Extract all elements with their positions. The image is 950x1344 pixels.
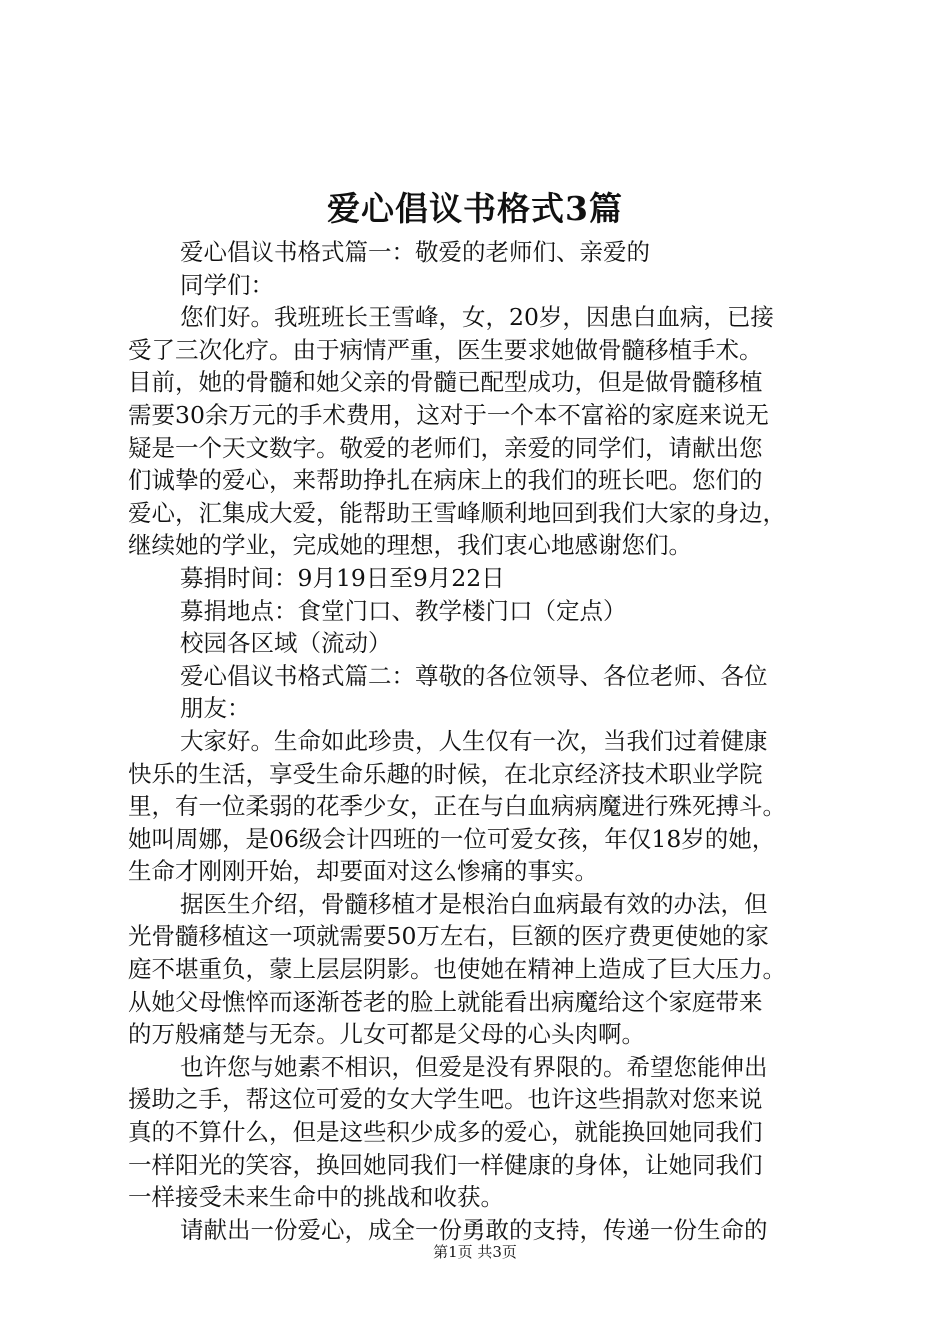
text-line: 募捐地点：食堂门口、教学楼门口（定点）	[180, 596, 627, 625]
text-line: 疑是一个天文数字。敬爱的老师们，亲爱的同学们，请献出您	[128, 433, 763, 462]
text-line: 一样阳光的笑容，换回她同我们一样健康的身体，让她同我们	[128, 1150, 763, 1179]
text-line: 从她父母憔悴而逐渐苍老的脸上就能看出病魔给这个家庭带来	[128, 987, 763, 1016]
text-line: 据医生介绍，骨髓移植才是根治白血病最有效的办法，但	[180, 889, 768, 918]
text-line: 爱心，汇集成大爱，能帮助王雪峰顺利地回到我们大家的身边，	[128, 498, 786, 527]
page-footer: 第1页 共3页	[433, 1243, 517, 1261]
text-line: 的万般痛楚与无奈。儿女可都是父母的心头肉啊。	[128, 1020, 645, 1049]
text-line: 目前，她的骨髓和她父亲的骨髓已配型成功，但是做骨髓移植	[128, 368, 763, 397]
text-line: 爱心倡议书格式篇二：尊敬的各位领导、各位老师、各位	[180, 661, 768, 690]
text-line: 也许您与她素不相识，但爱是没有界限的。希望您能伸出	[180, 1052, 768, 1081]
text-line: 爱心倡议书格式篇一：敬爱的老师们、亲爱的	[180, 238, 650, 266]
text-line: 校园各区域（流动）	[180, 629, 392, 658]
text-line: 光骨髓移植这一项就需要50万左右，巨额的医疗费更使她的家	[128, 922, 769, 951]
text-line: 们诚挚的爱心，来帮助挣扎在病床上的我们的班长吧。您们的	[128, 466, 763, 495]
text-line: 她叫周娜，是06级会计四班的一位可爱女孩，年仅18岁的她，	[128, 824, 776, 853]
text-line: 一样接受未来生命中的挑战和收获。	[128, 1183, 504, 1212]
text-line: 请献出一份爱心，成全一份勇敢的支持，传递一份生命的	[180, 1215, 768, 1244]
text-line: 受了三次化疗。由于病情严重，医生要求她做骨髓移植手术。	[128, 335, 763, 364]
text-line: 募捐时间：9月19日至9月22日	[180, 563, 505, 592]
text-line: 援助之手，帮这位可爱的女大学生吧。也许这些捐款对您来说	[128, 1085, 763, 1114]
document-body	[128, 236, 828, 1246]
text-line: 生命才刚刚开始，却要面对这么惨痛的事实。	[128, 857, 598, 886]
text-line: 大家好。生命如此珍贵，人生仅有一次，当我们过着健康	[180, 726, 768, 755]
text-line: 真的不算什么，但是这些积少成多的爱心，就能换回她同我们	[128, 1118, 763, 1147]
document-title: 爱心倡议书格式3篇	[327, 189, 623, 228]
text-line: 庭不堪重负，蒙上层层阴影。也使她在精神上造成了巨大压力。	[128, 955, 786, 984]
text-line: 您们好。我班班长王雪峰，女，20岁，因患白血病，已接	[180, 303, 774, 332]
text-line: 快乐的生活，享受生命乐趣的时候，在北京经济技术职业学院	[128, 759, 763, 788]
text-line: 里，有一位柔弱的花季少女，正在与白血病病魔进行殊死搏斗。	[128, 792, 786, 821]
text-line: 继续她的学业，完成她的理想，我们衷心地感谢您们。	[128, 531, 692, 560]
text-line: 朋友：	[180, 694, 251, 723]
text-line: 需要30余万元的手术费用，这对于一个本不富裕的家庭来说无	[128, 400, 769, 429]
text-line: 同学们：	[180, 270, 274, 299]
